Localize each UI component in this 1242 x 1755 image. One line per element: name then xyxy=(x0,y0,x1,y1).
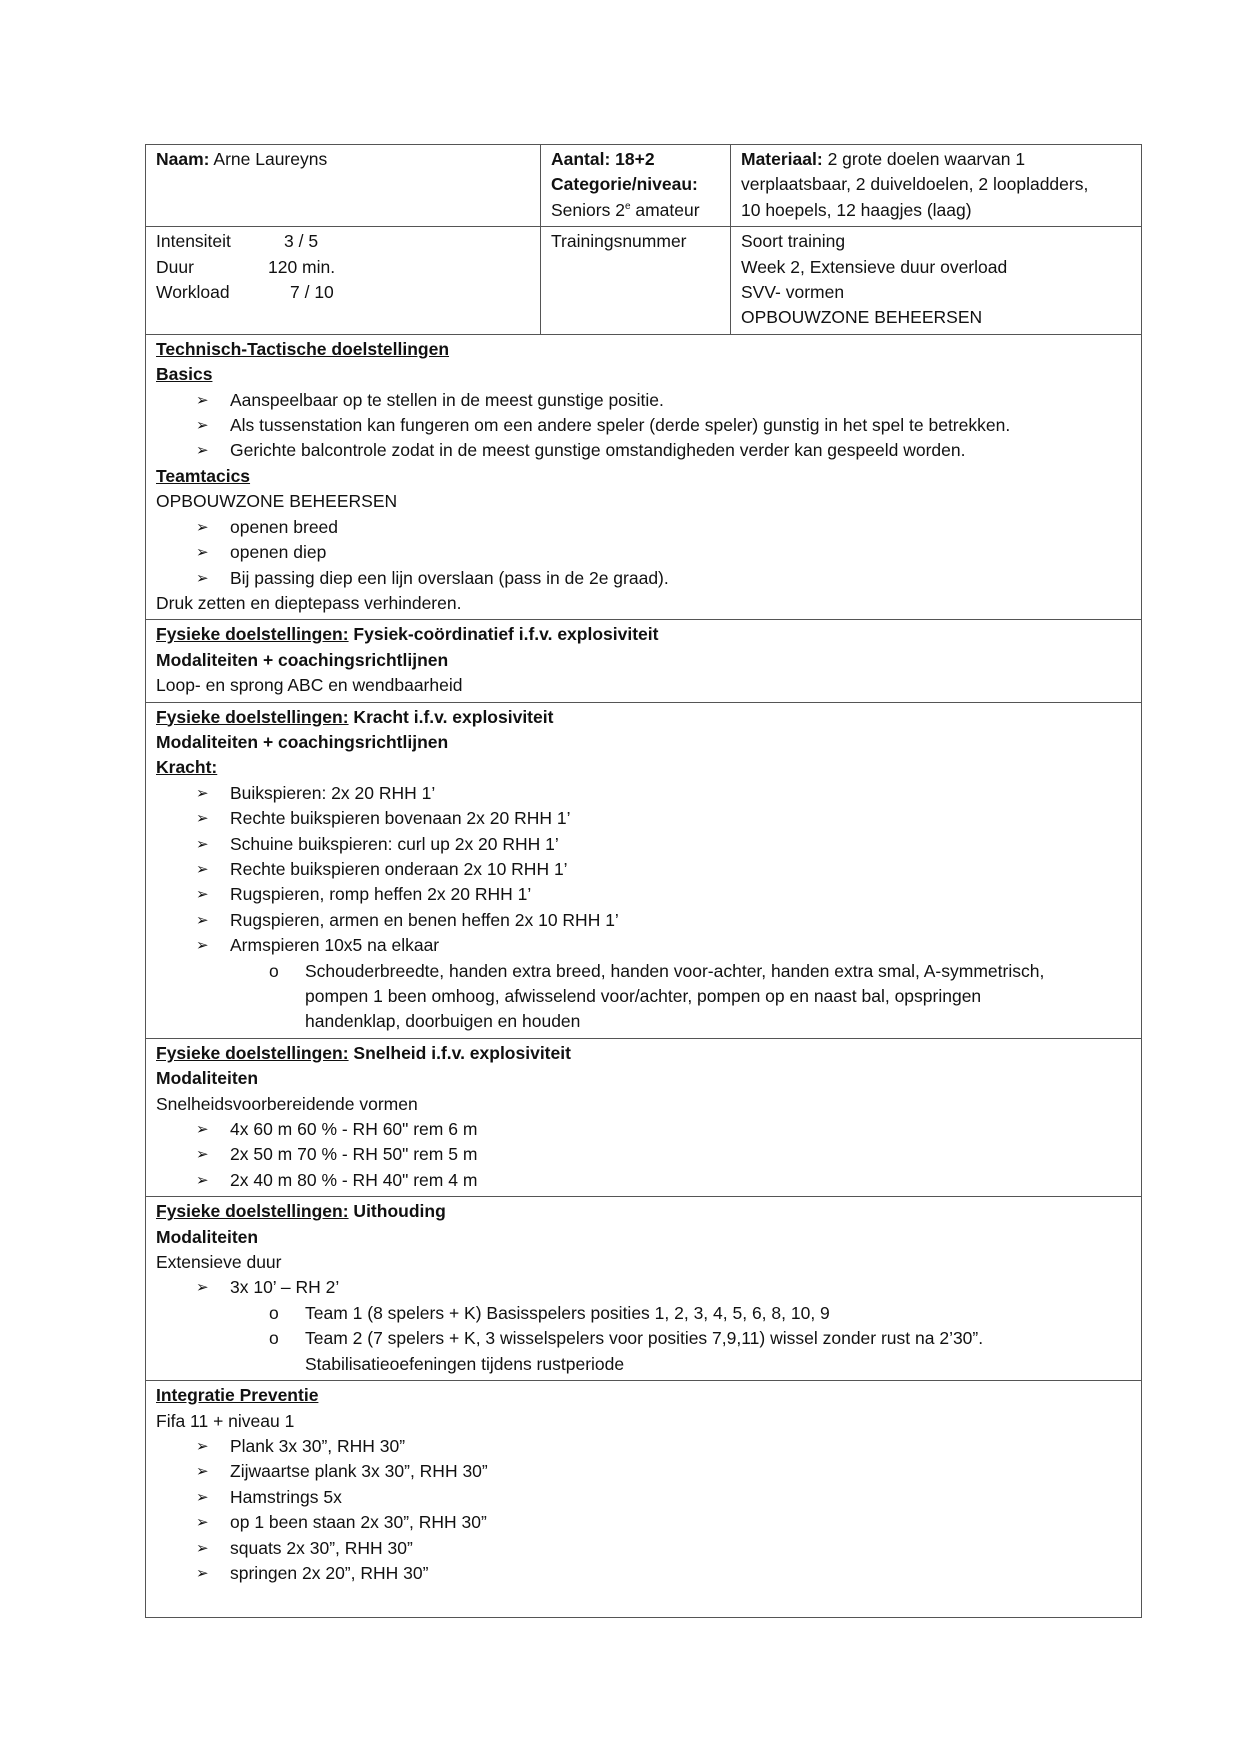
naam-label: Naam: xyxy=(156,149,210,169)
technisch-closing: Druk zetten en dieptepass verhinderen. xyxy=(156,592,462,613)
preventie-row xyxy=(146,1381,1142,1618)
preventie-heading: Integratie Preventie xyxy=(156,1385,319,1406)
list-item: ➢ 2x 50 m 70 % - RH 50" rem 5 m xyxy=(156,1142,1132,1167)
fys-coord-cell xyxy=(146,620,1142,702)
basics-heading: Basics xyxy=(156,364,213,385)
preventie-text: Fifa 11 + niveau 1 xyxy=(156,1410,295,1431)
circle-bullet-icon: o xyxy=(269,960,279,981)
fys-kracht-modal: Modaliteiten + coachingsrichtlijnen xyxy=(156,731,449,752)
arrow-bullet-icon: ➢ xyxy=(196,569,209,587)
arrow-bullet-icon: ➢ xyxy=(196,937,209,955)
teamtacics-sub: OPBOUWZONE BEHEERSEN xyxy=(156,491,398,512)
arrow-bullet-icon: ➢ xyxy=(196,442,209,460)
training-sheet xyxy=(145,144,1141,1618)
list-item: ➢ Gerichte balcontrole zodat in de meest gunstige omstandigheden verder kan gespeeld worden. xyxy=(156,438,1132,463)
fys-uith-row xyxy=(146,1197,1142,1381)
list-item: ➢ squats 2x 30”, RHH 30” xyxy=(156,1536,1132,1561)
fys-kracht-row xyxy=(146,702,1142,1038)
soort-cell: Soort training Week 2, Extensieve duur overload SVV- vormen OPBOUWZONE BEHEERSEN xyxy=(731,227,1142,335)
arrow-bullet-icon: ➢ xyxy=(196,391,209,409)
duur-value: 120 min. xyxy=(268,256,336,277)
workload-label: Workload xyxy=(156,282,230,303)
arrow-bullet-icon: ➢ xyxy=(196,1564,209,1582)
categorie-label: Categorie/niveau: xyxy=(551,174,698,195)
list-item: ➢ Rugspieren, armen en benen heffen 2x 10 RHH 1’ xyxy=(156,908,1132,933)
list-item: ➢ Schuine buikspieren: curl up 2x 20 RHH 1’ xyxy=(156,832,1132,857)
arrow-bullet-icon: ➢ xyxy=(196,860,209,878)
fys-uith-text: Extensieve duur xyxy=(156,1252,282,1273)
teamtacics-heading: Teamtacics xyxy=(156,465,251,486)
list-item: ➢ Rechte buikspieren bovenaan 2x 20 RHH 1’ xyxy=(156,806,1132,831)
technisch-cell xyxy=(146,334,1142,619)
sub-list-item: o Team 2 (7 spelers + K, 3 wisselspelers voor posities 7,9,11) wissel zonder rust na 2’30”. xyxy=(156,1326,1132,1351)
list-item: ➢ Als tussenstation kan fungeren om een andere speler (derde speler) gunstig in het spel te betrekken. xyxy=(156,413,1132,438)
sub-list-item: o Team 1 (8 spelers + K) Basisspelers posities 1, 2, 3, 4, 5, 6, 8, 10, 9 xyxy=(156,1301,1132,1326)
arrow-bullet-icon: ➢ xyxy=(196,1437,209,1455)
list-item: ➢ Armspieren 10x5 na elkaar xyxy=(156,933,1132,958)
fys-kracht-cell: Fysieke doelstellingen: Kracht i.f.v. explosiviteit Modaliteiten + coachingsrichtlijnen Kracht: ➢ Buikspieren: 2x 20 RHH 1’ ➢ Rechte buikspieren bovenaan 2x 20 RHH 1’ ➢ Schuine buikspieren: curl up 2x 20 RHH 1’ ➢ Rechte buikspieren onderaan 2x 10 RHH 1’ ➢ Rugspieren, romp heffen 2x 20 RHH 1’ ➢ Rugspieren, armen en benen heffen 2x 10 RHH 1’ ➢ Armspieren 10x5 na elkaar o Schouderbreedte, handen extra breed, handen voor-achter, handen extra smal, A-symmetrisch, pompen 1 been omhoog, afwisselend voor/achter, pompen op en naast bal, opspringen handenklap, doorbuigen en houden xyxy=(146,702,1142,1038)
naam-cell xyxy=(146,145,541,227)
fys-uith-cell: Fysieke doelstellingen: Uithouding Modaliteiten Extensieve duur ➢ 3x 10’ – RH 2’ o Team 1 (8 spelers + K) Basisspelers posities 1, 2, 3, 4, 5, 6, 8, 10, 9 o Team 2 (7 spelers + K, 3 wisselspelers voor posities 7,9,11) wissel zonder rust na 2’30”. Stabilisatieoefeningen tijdens rustperiode xyxy=(146,1197,1142,1381)
fys-coord-text: Loop- en sprong ABC en wendbaarheid xyxy=(156,675,463,696)
arrow-bullet-icon: ➢ xyxy=(196,886,209,904)
fys-kracht-heading: Fysieke doelstellingen: Kracht i.f.v. explosiviteit xyxy=(156,706,554,727)
fys-snel-heading: Fysieke doelstellingen: Snelheid i.f.v. explosiviteit xyxy=(156,1042,571,1063)
circle-bullet-icon: o xyxy=(269,1328,279,1349)
sub-list-item: o Schouderbreedte, handen extra breed, handen voor-achter, handen extra smal, A-symmetrisch, xyxy=(156,959,1132,984)
fys-coord-modal: Modaliteiten + coachingsrichtlijnen xyxy=(156,649,449,670)
arrow-bullet-icon: ➢ xyxy=(196,1463,209,1481)
fys-uith-heading: Fysieke doelstellingen: Uithouding xyxy=(156,1201,446,1222)
header-row xyxy=(146,145,1142,227)
list-item: ➢ 2x 40 m 80 % - RH 40" rem 4 m xyxy=(156,1168,1132,1193)
list-item: ➢ 3x 10’ – RH 2’ xyxy=(156,1275,1132,1300)
fys-snel-cell xyxy=(146,1038,1142,1196)
list-item: ➢ Zijwaartse plank 3x 30”, RHH 30” xyxy=(156,1459,1132,1484)
naam-value: Arne Laureyns xyxy=(213,149,328,169)
arrow-bullet-icon: ➢ xyxy=(196,1146,209,1164)
arrow-bullet-icon: ➢ xyxy=(196,1121,209,1139)
list-item: ➢ openen diep xyxy=(156,540,1132,565)
arrow-bullet-icon: ➢ xyxy=(196,544,209,562)
arrow-bullet-icon: ➢ xyxy=(196,518,209,536)
list-item: ➢ Rugspieren, romp heffen 2x 20 RHH 1’ xyxy=(156,882,1132,907)
arrow-bullet-icon: ➢ xyxy=(196,835,209,853)
trainingsnummer-cell xyxy=(541,227,731,335)
arrow-bullet-icon: ➢ xyxy=(196,1171,209,1189)
list-item: ➢ Rechte buikspieren onderaan 2x 10 RHH 1’ xyxy=(156,857,1132,882)
arrow-bullet-icon: ➢ xyxy=(196,784,209,802)
kracht-subheading: Kracht: xyxy=(156,757,218,778)
training-table xyxy=(145,144,1142,1618)
aantal-label: Aantal: 18+2 xyxy=(551,149,655,169)
arrow-bullet-icon: ➢ xyxy=(196,1279,209,1297)
fys-snel-text: Snelheidsvoorbereidende vormen xyxy=(156,1093,418,1114)
list-item: ➢ Buikspieren: 2x 20 RHH 1’ xyxy=(156,781,1132,806)
fys-uith-modal: Modaliteiten xyxy=(156,1226,259,1247)
list-item: ➢ Aanspeelbaar op te stellen in de meest gunstige positie. xyxy=(156,388,1132,413)
intensiteit-value: 3 / 5 xyxy=(284,231,319,252)
technisch-row xyxy=(146,334,1142,619)
list-item: ➢ Bij passing diep een lijn overslaan (pass in de 2e graad). xyxy=(156,566,1132,591)
trainingsnummer-label: Trainingsnummer xyxy=(551,231,687,252)
arrow-bullet-icon: ➢ xyxy=(196,1488,209,1506)
duur-label: Duur xyxy=(156,256,194,277)
technisch-heading: Technisch-Tactische doelstellingen xyxy=(156,338,450,359)
fys-coord-row xyxy=(146,620,1142,702)
list-item: ➢ Hamstrings 5x xyxy=(156,1485,1132,1510)
workload-value: 7 / 10 xyxy=(290,282,334,303)
load-cell xyxy=(146,227,541,335)
list-item: ➢ op 1 been staan 2x 30”, RHH 30” xyxy=(156,1510,1132,1535)
intensiteit-label: Intensiteit xyxy=(156,231,231,252)
arrow-bullet-icon: ➢ xyxy=(196,1539,209,1557)
materiaal-label: Materiaal: xyxy=(741,149,823,169)
circle-bullet-icon: o xyxy=(269,1302,279,1323)
fys-snel-modal: Modaliteiten xyxy=(156,1068,259,1089)
list-item: ➢ Plank 3x 30”, RHH 30” xyxy=(156,1434,1132,1459)
arrow-bullet-icon: ➢ xyxy=(196,1514,209,1532)
arrow-bullet-icon: ➢ xyxy=(196,911,209,929)
arrow-bullet-icon: ➢ xyxy=(196,810,209,828)
aantal-cell xyxy=(541,145,731,227)
load-row xyxy=(146,227,1142,335)
list-item: ➢ springen 2x 20”, RHH 30” xyxy=(156,1561,1132,1586)
categorie-value: Seniors 2e amateur xyxy=(551,199,700,220)
preventie-cell xyxy=(146,1381,1142,1618)
materiaal-cell: Materiaal: 2 grote doelen waarvan 1 verplaatsbaar, 2 duiveldoelen, 2 loopladders, 10 hoepels, 12 haagjes (laag) xyxy=(731,145,1142,227)
fys-snel-row xyxy=(146,1038,1142,1196)
arrow-bullet-icon: ➢ xyxy=(196,417,209,435)
list-item: ➢ openen breed xyxy=(156,515,1132,540)
list-item: ➢ 4x 60 m 60 % - RH 60" rem 6 m xyxy=(156,1117,1132,1142)
fys-coord-heading: Fysieke doelstellingen: Fysiek-coördinatief i.f.v. explosiviteit xyxy=(156,624,659,645)
